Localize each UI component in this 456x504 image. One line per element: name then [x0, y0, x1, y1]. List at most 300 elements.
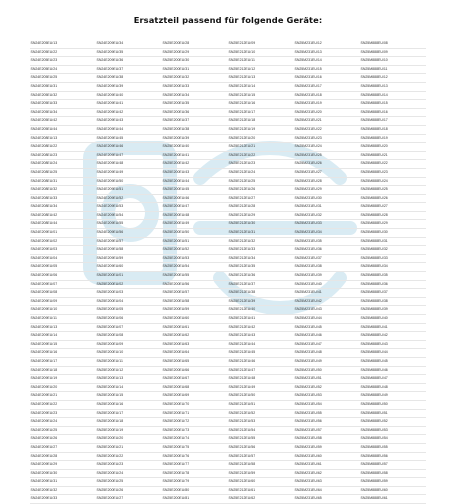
device-model-cell: SN24E208EU/33 [30, 195, 96, 204]
device-model-cell: SN24E209EU/47 [96, 152, 162, 161]
device-model-cell: SN24E209EU/08 [30, 289, 96, 298]
device-model-cell: SN25E200EU/19 [96, 427, 162, 436]
device-model-cell: SN24E209EU/52 [96, 195, 162, 204]
device-model-cell: SN24E209EU/48 [96, 160, 162, 169]
device-model-cell: SN24E209EU/21 [30, 392, 96, 401]
device-model-cell: SN24E209EU/07 [30, 281, 96, 290]
device-model-cell: SN25E212EU/43 [228, 332, 294, 341]
device-model-cell: SN25E212EU/41 [228, 315, 294, 324]
device-model-cell: SN24E209EU/30 [30, 470, 96, 479]
device-model-cell: SN25M888EU/20 [360, 143, 426, 152]
device-model-cell: SN24E209EU/25 [30, 427, 96, 436]
device-model-cell: SN25M888EU/19 [360, 135, 426, 144]
device-model-cell: SN25M888EU/51 [360, 410, 426, 419]
device-model-cell: SN25M231EU/45 [294, 324, 360, 333]
device-model-cell: SN24E209EU/14 [30, 332, 96, 341]
device-model-cell: SN25M888EU/26 [360, 195, 426, 204]
device-model-cell: SN25E200EU/27 [96, 495, 162, 504]
device-model-cell: SN25E200EU/52 [162, 246, 228, 255]
device-model-cell: SN25E200EU/28 [162, 40, 228, 49]
device-model-cell: SN24E205EU/25 [30, 74, 96, 83]
device-model-cell: SN25M888EU/32 [360, 246, 426, 255]
device-column [96, 40, 162, 504]
device-column [162, 40, 228, 504]
device-model-cell: SN24E209EU/10 [30, 306, 96, 315]
device-model-cell: SN25M231EU/19 [294, 100, 360, 109]
device-model-cell: SN25E212EU/18 [228, 117, 294, 126]
device-model-cell: SN25E200EU/42 [162, 160, 228, 169]
device-model-cell: SN25M888EU/21 [360, 152, 426, 161]
device-model-cell: SN24E209EU/35 [96, 49, 162, 58]
device-model-cell: SN25E212EU/56 [228, 444, 294, 453]
device-model-cell: SN25M231EU/59 [294, 444, 360, 453]
device-column [360, 40, 426, 504]
device-model-cell: SN25E212EU/09 [228, 40, 294, 49]
device-model-cell: SN25E212EU/10 [228, 49, 294, 58]
device-model-cell: SN24E209EU/03 [30, 246, 96, 255]
device-model-cell: SN25E212EU/45 [228, 349, 294, 358]
device-model-cell: SN25E212EU/32 [228, 238, 294, 247]
device-model-cell: SN25E212EU/39 [228, 298, 294, 307]
device-model-cell: SN25E200EU/54 [162, 263, 228, 272]
device-model-cell: SN24E209EU/54 [96, 212, 162, 221]
device-model-cell: SN25E212EU/61 [228, 487, 294, 496]
device-model-cell: SN25M888EU/50 [360, 401, 426, 410]
device-model-cell: SN25M231EU/42 [294, 298, 360, 307]
device-model-cell: SN25E200EU/29 [162, 49, 228, 58]
device-model-cell: SN25E200EU/76 [162, 453, 228, 462]
device-model-cell: SN25E200EU/30 [162, 57, 228, 66]
device-model-cell: SN25M888EU/10 [360, 57, 426, 66]
device-model-cell: SN25E200EU/65 [162, 358, 228, 367]
page-title: Ersatzteil passend für folgende Geräte: [133, 15, 323, 25]
device-model-cell: SN25E212EU/37 [228, 281, 294, 290]
device-model-cell: SN25E212EU/38 [228, 289, 294, 298]
device-model-cell: SN25E200EU/41 [162, 152, 228, 161]
device-model-cell: SN24E205EU/23 [30, 57, 96, 66]
device-model-cell: SN25M888EU/55 [360, 444, 426, 453]
device-model-cell: SN25M231EU/64 [294, 487, 360, 496]
device-model-cell: SN25M888EU/47 [360, 375, 426, 384]
device-model-cell: SN24E209EU/19 [30, 375, 96, 384]
device-model-cell: SN25E212EU/24 [228, 169, 294, 178]
device-model-cell: SN25E200EU/45 [162, 186, 228, 195]
device-model-cell: SN25M231EU/24 [294, 143, 360, 152]
device-model-cell: SN24E209EU/45 [96, 135, 162, 144]
device-model-cell: SN25M231EU/20 [294, 109, 360, 118]
device-model-cell: SN25M888EU/22 [360, 160, 426, 169]
device-model-cell: SN25E200EU/18 [96, 418, 162, 427]
device-model-cell: SN24E209EU/41 [96, 100, 162, 109]
device-model-cell: SN25E200EU/58 [162, 298, 228, 307]
device-column [30, 40, 96, 504]
device-model-cell: SN24E209EU/50 [96, 178, 162, 187]
device-model-cell: SN25E200EU/61 [162, 324, 228, 333]
device-model-cell: SN25M888EU/30 [360, 229, 426, 238]
device-model-cell: SN25M888EU/40 [360, 315, 426, 324]
device-model-cell: SN24E209EU/60 [96, 263, 162, 272]
device-model-cell: SN25E200EU/01 [96, 272, 162, 281]
device-model-cell: SN25M231EU/34 [294, 229, 360, 238]
device-model-cell: SN25E200EU/48 [162, 212, 228, 221]
device-model-cell: SN24E205EU/44 [30, 126, 96, 135]
device-model-cell: SN24E209EU/34 [96, 40, 162, 49]
device-model-cell: SN25M231EU/65 [294, 495, 360, 504]
device-model-cell: SN25M888EU/39 [360, 306, 426, 315]
device-model-cell: SN25E200EU/11 [96, 358, 162, 367]
device-model-cell: SN25E212EU/30 [228, 220, 294, 229]
device-model-cell: SN25E212EU/50 [228, 392, 294, 401]
device-model-cell: SN25E212EU/51 [228, 401, 294, 410]
device-model-cell: SN25E200EU/40 [162, 143, 228, 152]
device-model-cell: SN25M231EU/47 [294, 341, 360, 350]
device-model-cell: SN25E200EU/80 [162, 487, 228, 496]
device-model-cell: SN25E200EU/62 [162, 332, 228, 341]
device-model-cell: SN25E200EU/03 [96, 289, 162, 298]
device-model-cell: SN25M231EU/17 [294, 83, 360, 92]
device-model-cell: SN24E209EU/09 [30, 298, 96, 307]
device-model-cell: SN25M231EU/50 [294, 367, 360, 376]
device-model-cell: SN25M231EU/51 [294, 375, 360, 384]
device-model-cell: SN25E200EU/43 [162, 169, 228, 178]
device-model-cell: SN25E200EU/39 [162, 135, 228, 144]
device-model-cell: SN25M231EU/13 [294, 49, 360, 58]
device-model-cell: SN25M231EU/43 [294, 306, 360, 315]
device-model-cell: SN24E209EU/55 [96, 220, 162, 229]
device-model-cell: SN25E212EU/12 [228, 66, 294, 75]
device-model-cell: SN25E200EU/78 [162, 470, 228, 479]
device-model-cell: SN25M231EU/60 [294, 453, 360, 462]
device-model-cell: SN25M231EU/22 [294, 126, 360, 135]
device-model-cell: SN25E212EU/42 [228, 324, 294, 333]
device-model-cell: SN24E205EU/42 [30, 117, 96, 126]
device-model-cell: SN25E212EU/59 [228, 470, 294, 479]
device-model-cell: SN25M231EU/53 [294, 392, 360, 401]
device-model-cell: SN25E212EU/15 [228, 92, 294, 101]
device-model-cell: SN24E209EU/56 [96, 229, 162, 238]
device-model-cell: SN25M231EU/57 [294, 427, 360, 436]
device-model-cell: SN25M231EU/12 [294, 40, 360, 49]
device-model-cell: SN25E200EU/34 [162, 92, 228, 101]
device-model-cell: SN24E208EU/25 [30, 169, 96, 178]
device-model-cell: SN24E209EU/15 [30, 341, 96, 350]
device-model-cell: SN24E208EU/24 [30, 160, 96, 169]
device-model-cell: SN25E200EU/56 [162, 281, 228, 290]
device-model-cell: SN25M888EU/18 [360, 126, 426, 135]
device-model-cell: SN25M231EU/55 [294, 410, 360, 419]
device-model-cell: SN25E212EU/52 [228, 410, 294, 419]
device-model-cell: SN25M231EU/23 [294, 135, 360, 144]
compatible-devices-table [30, 40, 426, 504]
device-model-cell: SN25M231EU/58 [294, 435, 360, 444]
device-model-cell: SN25M888EU/12 [360, 74, 426, 83]
device-model-cell: SN25E200EU/36 [162, 109, 228, 118]
device-model-cell: SN25E200EU/16 [96, 401, 162, 410]
device-model-cell: SN24E209EU/17 [30, 358, 96, 367]
device-model-cell: SN25M231EU/27 [294, 169, 360, 178]
device-model-cell: SN25E200EU/13 [96, 375, 162, 384]
device-model-cell: SN24E209EU/29 [30, 461, 96, 470]
device-model-cell: SN25E200EU/25 [96, 478, 162, 487]
device-model-cell: SN24E209EU/28 [30, 453, 96, 462]
device-model-cell: SN25M231EU/38 [294, 263, 360, 272]
device-model-cell: SN25E200EU/20 [96, 435, 162, 444]
device-model-cell: SN24E209EU/59 [96, 255, 162, 264]
device-model-cell: SN25M888EU/59 [360, 478, 426, 487]
device-model-cell: SN25E200EU/46 [162, 195, 228, 204]
device-model-cell: SN25E200EU/49 [162, 220, 228, 229]
device-model-cell: SN25M231EU/63 [294, 478, 360, 487]
device-model-cell: SN25M888EU/11 [360, 66, 426, 75]
device-model-cell: SN25M231EU/32 [294, 212, 360, 221]
device-model-cell: SN25M888EU/53 [360, 427, 426, 436]
device-model-cell: SN25M888EU/43 [360, 341, 426, 350]
device-model-cell: SN25M888EU/44 [360, 349, 426, 358]
device-model-cell: SN24E209EU/32 [30, 487, 96, 496]
device-model-cell: SN25E200EU/51 [162, 238, 228, 247]
device-model-cell: SN25E200EU/69 [162, 392, 228, 401]
device-model-cell: SN25E200EU/15 [96, 392, 162, 401]
device-model-cell: SN24E209EU/51 [96, 186, 162, 195]
device-model-cell: SN25E212EU/25 [228, 178, 294, 187]
device-model-cell: SN25M888EU/09 [360, 49, 426, 58]
device-model-cell: SN25E200EU/10 [96, 349, 162, 358]
device-model-cell: SN25E200EU/50 [162, 229, 228, 238]
device-model-cell: SN24E209EU/57 [96, 238, 162, 247]
device-model-cell: SN24E209EU/38 [96, 74, 162, 83]
device-model-cell: SN24E209EU/40 [96, 92, 162, 101]
device-model-cell: SN25E212EU/48 [228, 375, 294, 384]
device-model-cell: SN25E212EU/54 [228, 427, 294, 436]
device-model-cell: SN25E200EU/70 [162, 401, 228, 410]
device-model-cell: SN25M888EU/35 [360, 272, 426, 281]
device-model-cell: SN25M888EU/33 [360, 255, 426, 264]
device-model-cell: SN25E200EU/17 [96, 410, 162, 419]
device-model-cell: SN25E200EU/63 [162, 341, 228, 350]
device-model-cell: SN25E200EU/53 [162, 255, 228, 264]
device-model-cell: SN25E200EU/33 [162, 83, 228, 92]
device-model-cell: SN25M231EU/56 [294, 418, 360, 427]
device-model-cell: SN24E205EU/24 [30, 66, 96, 75]
device-model-cell: SN24E209EU/39 [96, 83, 162, 92]
device-model-cell: SN25E212EU/26 [228, 186, 294, 195]
device-model-cell: SN25E212EU/49 [228, 384, 294, 393]
device-model-cell: SN25E200EU/04 [96, 298, 162, 307]
device-model-cell: SN25E200EU/74 [162, 435, 228, 444]
device-model-cell: SN25M231EU/25 [294, 152, 360, 161]
device-model-cell: SN25M888EU/24 [360, 178, 426, 187]
device-model-cell: SN25E212EU/22 [228, 152, 294, 161]
device-model-cell: SN25M231EU/62 [294, 470, 360, 479]
device-model-cell: SN25M231EU/52 [294, 384, 360, 393]
device-model-cell: SN25E200EU/79 [162, 478, 228, 487]
device-model-cell: SN25M888EU/36 [360, 281, 426, 290]
device-model-cell: SN25E212EU/34 [228, 255, 294, 264]
device-model-cell: SN24E205EU/31 [30, 83, 96, 92]
device-model-cell: SN25M888EU/57 [360, 461, 426, 470]
device-model-cell: SN24E208EU/31 [30, 178, 96, 187]
device-model-cell: SN24E208EU/44 [30, 220, 96, 229]
device-model-cell: SN25E212EU/20 [228, 135, 294, 144]
device-model-cell: SN24E209EU/58 [96, 246, 162, 255]
device-model-cell: SN25E212EU/19 [228, 126, 294, 135]
device-model-cell: SN25M231EU/46 [294, 332, 360, 341]
device-model-cell: SN25M231EU/30 [294, 195, 360, 204]
device-model-cell: SN25M888EU/37 [360, 289, 426, 298]
device-model-cell: SN25E200EU/66 [162, 367, 228, 376]
device-model-cell: SN25M231EU/14 [294, 57, 360, 66]
device-model-cell: SN25E200EU/31 [162, 66, 228, 75]
device-model-cell: SN25E212EU/55 [228, 435, 294, 444]
device-model-cell: SN25M888EU/41 [360, 324, 426, 333]
device-model-cell: SN25E212EU/57 [228, 453, 294, 462]
device-model-cell: SN25M888EU/38 [360, 298, 426, 307]
device-model-cell: SN25E200EU/08 [96, 332, 162, 341]
device-model-cell: SN25M888EU/46 [360, 367, 426, 376]
device-model-cell: SN24E209EU/46 [96, 143, 162, 152]
device-model-cell: SN25M231EU/31 [294, 203, 360, 212]
device-model-cell: SN24E209EU/44 [96, 126, 162, 135]
device-model-cell: SN25M888EU/25 [360, 186, 426, 195]
device-model-cell: SN24E209EU/13 [30, 324, 96, 333]
device-model-cell: SN25M231EU/36 [294, 246, 360, 255]
device-model-cell: SN25M888EU/08 [360, 40, 426, 49]
device-model-cell: SN25E200EU/35 [162, 100, 228, 109]
device-model-cell: SN24E208EU/32 [30, 186, 96, 195]
device-model-cell: SN24E209EU/23 [30, 410, 96, 419]
device-model-cell: SN25M231EU/40 [294, 281, 360, 290]
device-model-cell: SN25M888EU/54 [360, 435, 426, 444]
device-model-cell: SN25M888EU/60 [360, 487, 426, 496]
device-model-cell: SN25E212EU/23 [228, 160, 294, 169]
device-model-cell: SN25M888EU/17 [360, 117, 426, 126]
device-model-cell: SN24E209EU/33 [30, 495, 96, 504]
device-model-cell: SN25E200EU/23 [96, 461, 162, 470]
device-model-cell: SN25M231EU/28 [294, 178, 360, 187]
device-model-cell: SN25E212EU/21 [228, 143, 294, 152]
device-model-cell: SN25M231EU/49 [294, 358, 360, 367]
device-model-cell: SN25M231EU/18 [294, 92, 360, 101]
device-model-cell: SN25M231EU/44 [294, 315, 360, 324]
device-model-cell: SN24E208EU/42 [30, 212, 96, 221]
device-model-cell: SN25M888EU/27 [360, 203, 426, 212]
device-model-cell: SN25E212EU/14 [228, 83, 294, 92]
device-model-cell: SN24E209EU/11 [30, 315, 96, 324]
device-model-cell: SN25M888EU/14 [360, 92, 426, 101]
device-model-cell: SN25E200EU/24 [96, 470, 162, 479]
device-model-cell: SN25E200EU/05 [96, 306, 162, 315]
device-model-cell: SN25M888EU/42 [360, 332, 426, 341]
device-model-cell: SN25E200EU/72 [162, 418, 228, 427]
device-model-cell: SN25M888EU/45 [360, 358, 426, 367]
device-model-cell: SN25E200EU/60 [162, 315, 228, 324]
device-model-cell: SN24E209EU/42 [96, 109, 162, 118]
device-model-cell: SN25E212EU/35 [228, 263, 294, 272]
device-column [294, 40, 360, 504]
device-model-cell: SN25M231EU/16 [294, 74, 360, 83]
device-model-cell: SN24E209EU/27 [30, 444, 96, 453]
device-model-cell: SN25E200EU/73 [162, 427, 228, 436]
device-model-cell: SN25E212EU/29 [228, 212, 294, 221]
device-model-cell: SN25M231EU/39 [294, 272, 360, 281]
device-model-cell: SN25M231EU/35 [294, 238, 360, 247]
device-model-cell: SN25E212EU/47 [228, 367, 294, 376]
device-model-cell: SN24E205EU/13 [30, 40, 96, 49]
device-model-cell: SN25E200EU/14 [96, 384, 162, 393]
device-model-cell: SN24E208EU/34 [30, 203, 96, 212]
device-model-cell: SN25E200EU/02 [96, 281, 162, 290]
device-model-cell: SN24E209EU/18 [30, 367, 96, 376]
device-model-cell: SN24E209EU/49 [96, 169, 162, 178]
device-model-cell: SN25M231EU/41 [294, 289, 360, 298]
device-model-cell: SN25M231EU/54 [294, 401, 360, 410]
device-model-cell: SN25E200EU/32 [162, 74, 228, 83]
device-model-cell: SN25E200EU/09 [96, 341, 162, 350]
device-model-cell: SN25E200EU/75 [162, 444, 228, 453]
device-model-cell: SN24E205EU/34 [30, 109, 96, 118]
device-model-cell: SN24E209EU/04 [30, 255, 96, 264]
device-model-cell: SN25E200EU/55 [162, 272, 228, 281]
device-model-cell: SN25E212EU/31 [228, 229, 294, 238]
device-model-cell: SN25E200EU/12 [96, 367, 162, 376]
device-model-cell: SN25M231EU/61 [294, 461, 360, 470]
device-model-cell: SN24E209EU/01 [30, 229, 96, 238]
device-model-cell: SN25E212EU/36 [228, 272, 294, 281]
device-model-cell: SN25E212EU/33 [228, 246, 294, 255]
device-column [228, 40, 294, 504]
device-model-cell: SN25E200EU/22 [96, 453, 162, 462]
device-model-cell: SN25M888EU/15 [360, 100, 426, 109]
device-model-cell: SN25M231EU/48 [294, 349, 360, 358]
device-model-cell: SN25E200EU/68 [162, 384, 228, 393]
device-model-cell: SN25E200EU/64 [162, 349, 228, 358]
device-model-cell: SN24E209EU/53 [96, 203, 162, 212]
device-model-cell: SN25M231EU/15 [294, 66, 360, 75]
device-model-cell: SN25E200EU/59 [162, 306, 228, 315]
device-model-cell: SN24E209EU/37 [96, 66, 162, 75]
device-model-cell: SN25M888EU/29 [360, 220, 426, 229]
device-model-cell: SN25E212EU/53 [228, 418, 294, 427]
device-model-cell: SN25E200EU/21 [96, 444, 162, 453]
device-model-cell: SN25E212EU/62 [228, 495, 294, 504]
device-model-cell: SN25E212EU/13 [228, 74, 294, 83]
device-model-cell: SN25M231EU/37 [294, 255, 360, 264]
device-model-cell: SN25E200EU/37 [162, 117, 228, 126]
device-model-cell: SN25M231EU/26 [294, 160, 360, 169]
device-model-cell: SN24E209EU/31 [30, 478, 96, 487]
device-model-cell: SN24E205EU/32 [30, 92, 96, 101]
device-model-cell: SN25E212EU/17 [228, 109, 294, 118]
device-model-cell: SN24E209EU/26 [30, 435, 96, 444]
device-model-cell: SN24E209EU/24 [30, 418, 96, 427]
device-model-cell: SN25E212EU/27 [228, 195, 294, 204]
device-model-cell: SN25M888EU/49 [360, 392, 426, 401]
device-model-cell: SN24E209EU/20 [30, 384, 96, 393]
device-model-cell: SN25E212EU/28 [228, 203, 294, 212]
device-model-cell: SN25E200EU/81 [162, 495, 228, 504]
device-model-cell: SN24E209EU/43 [96, 117, 162, 126]
device-model-cell: SN25E200EU/47 [162, 203, 228, 212]
device-model-cell: SN24E208EU/23 [30, 152, 96, 161]
device-model-cell: SN25M888EU/23 [360, 169, 426, 178]
device-model-cell: SN25M888EU/58 [360, 470, 426, 479]
device-model-cell: SN25M231EU/21 [294, 117, 360, 126]
device-model-cell: SN25E200EU/06 [96, 315, 162, 324]
device-model-cell: SN24E209EU/05 [30, 263, 96, 272]
device-model-cell: SN25E212EU/44 [228, 341, 294, 350]
device-model-cell: SN24E209EU/06 [30, 272, 96, 281]
device-model-cell: SN24E208EU/22 [30, 143, 96, 152]
